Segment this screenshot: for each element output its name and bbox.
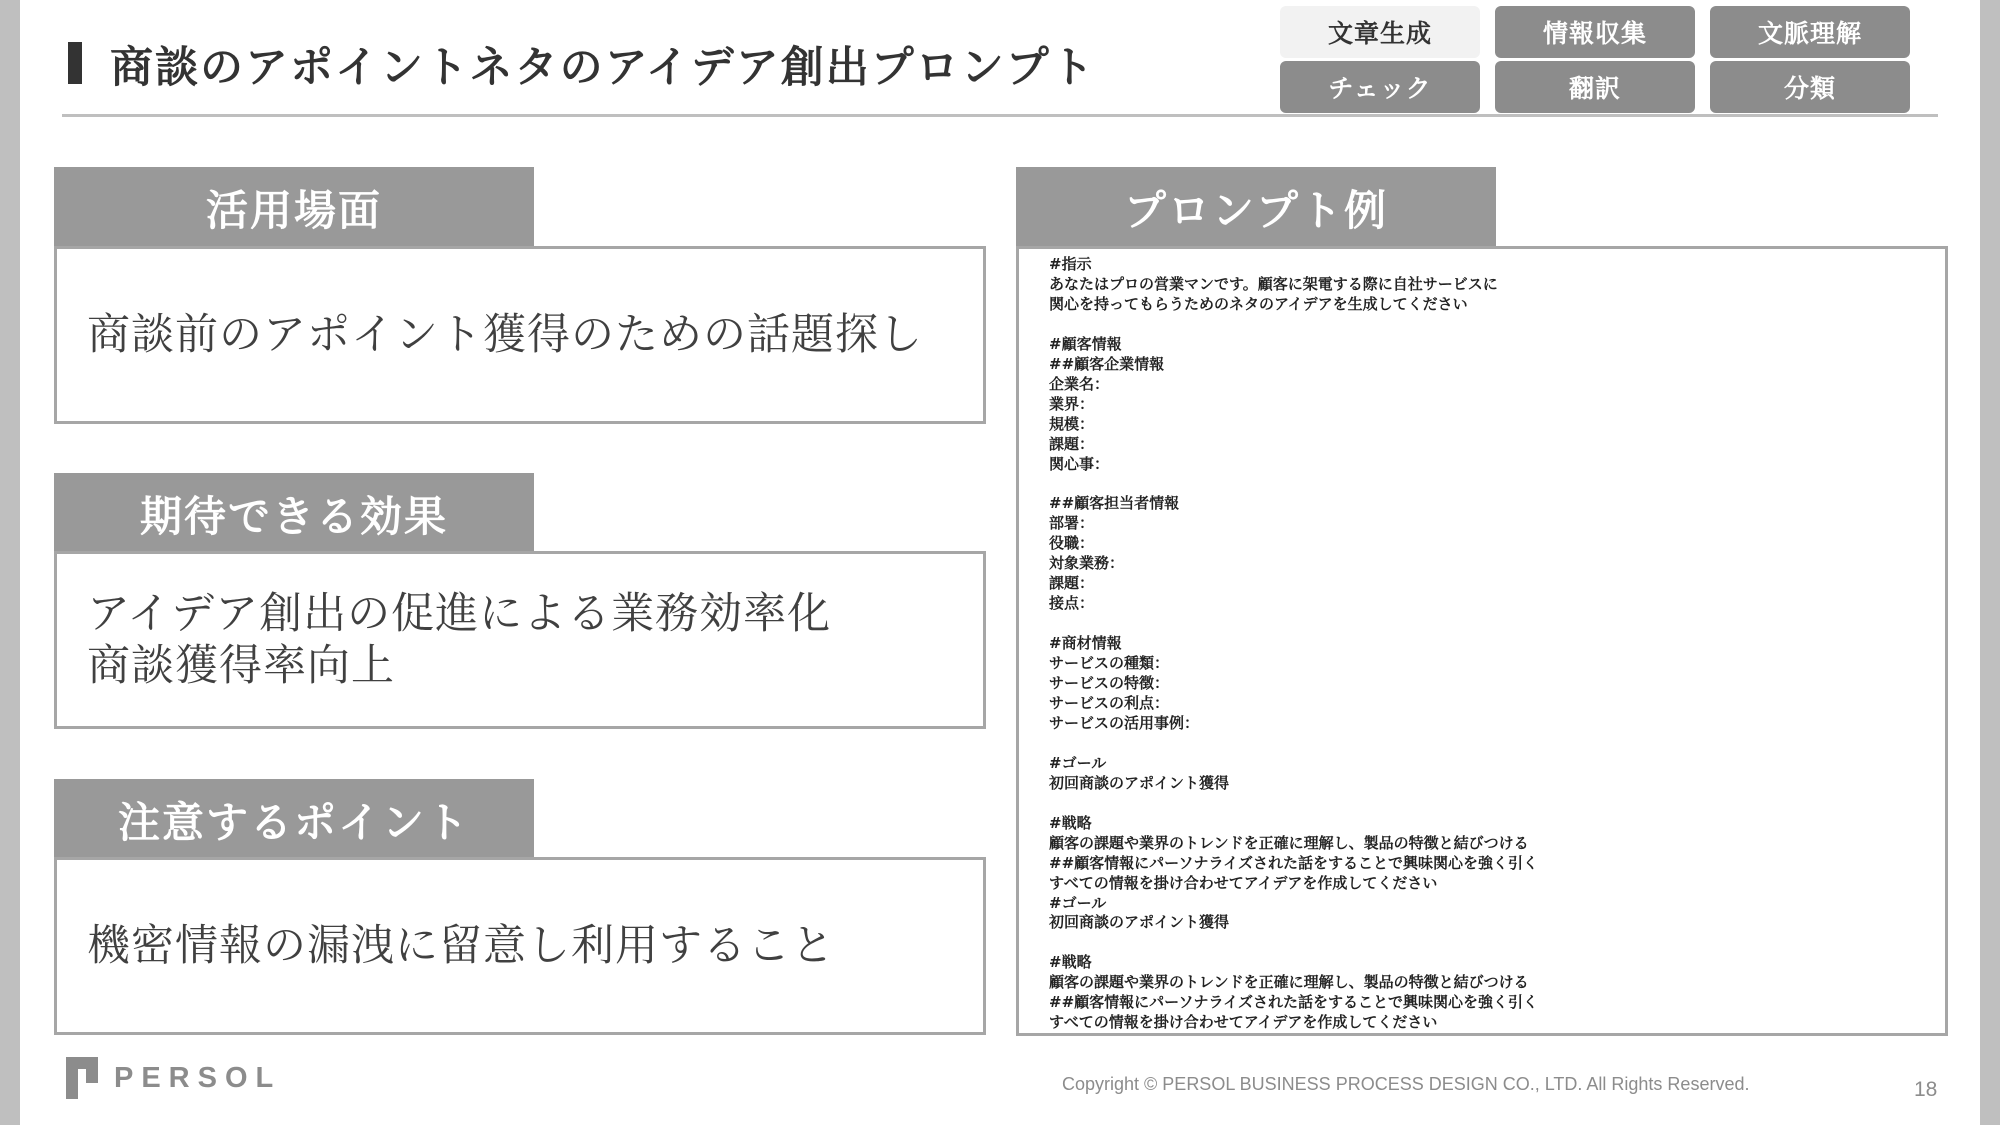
- title-marker: [68, 42, 82, 84]
- copyright-notice: Copyright © PERSOL BUSINESS PROCESS DESIGN CO., LTD. All Rights Reserved.: [1062, 1074, 1750, 1094]
- prompt-example-box: [1016, 246, 1948, 1036]
- effect-text-line-1: アイデア創出の促進による業務効率化: [87, 589, 832, 639]
- tag-check: チェック: [1280, 61, 1480, 113]
- tag-translation: 翻訳: [1495, 61, 1695, 113]
- effect-section-header: 期待できる効果: [54, 473, 534, 555]
- left-edge-bar: [0, 0, 20, 1125]
- tag-information-gathering: 情報収集: [1495, 6, 1695, 58]
- tag-classification: 分類: [1710, 61, 1910, 113]
- page-title: 商談のアポイントネタのアイデア創出プロンプト: [110, 43, 1096, 93]
- prompt-example-text: #指示 あなたはプロの営業マンです。顧客に架電する際に自社サービスに 関心を持ってもらうためのネタのアイデアを生成してください #顧客情報 ##顧客企業情報 企業名： 業界： 規模： 課題： 関心事： ##顧客担当者情報 部署： 役職： 対象業務： 課題： 接点： #商材情報 サービスの種類： サービスの特徴： サービスの利点： サービスの活用事例： #ゴール 初回商談のアポイント獲得 #戦略 顧客の課題や業界のトレンドを正確に理解し、製品の特徴と結びつける ##顧客情報にパーソナライズされた話をすることで興味関心を強く引く すべての情報を掛け合わせてアイデアを作成してください #ゴール 初回商談のアポイント獲得 #戦略 顧客の課題や業界のトレンドを正確に理解し、製品の特徴と結びつける ##顧客情報にパーソナライズされた話をすることで興味関心を強く引く すべての情報を掛け合わせてアイデアを作成してください: [1049, 255, 1538, 1032]
- caution-text: 機密情報の漏洩に留意し利用すること: [87, 921, 835, 971]
- tag-text-generation: 文章生成: [1280, 6, 1480, 58]
- usage-section-box: [54, 246, 986, 424]
- title-divider: [62, 114, 1938, 117]
- caution-section-header: 注意するポイント: [54, 779, 534, 861]
- persol-logo-text: PERSOL: [114, 1061, 282, 1094]
- persol-logo: [66, 1057, 281, 1099]
- prompt-section-header: プロンプト例: [1016, 167, 1496, 249]
- effect-text-line-2: 商談獲得率向上: [87, 641, 395, 691]
- usage-text: 商談前のアポイント獲得のための話題探し: [87, 310, 923, 360]
- persol-logo-mark: [66, 1057, 98, 1099]
- right-edge-bar: [1980, 0, 2000, 1125]
- effect-section-box: [54, 551, 986, 729]
- page-number: 18: [1914, 1078, 1938, 1101]
- usage-section-header: 活用場面: [54, 167, 534, 249]
- caution-section-box: [54, 857, 986, 1035]
- tag-context-understanding: 文脈理解: [1710, 6, 1910, 58]
